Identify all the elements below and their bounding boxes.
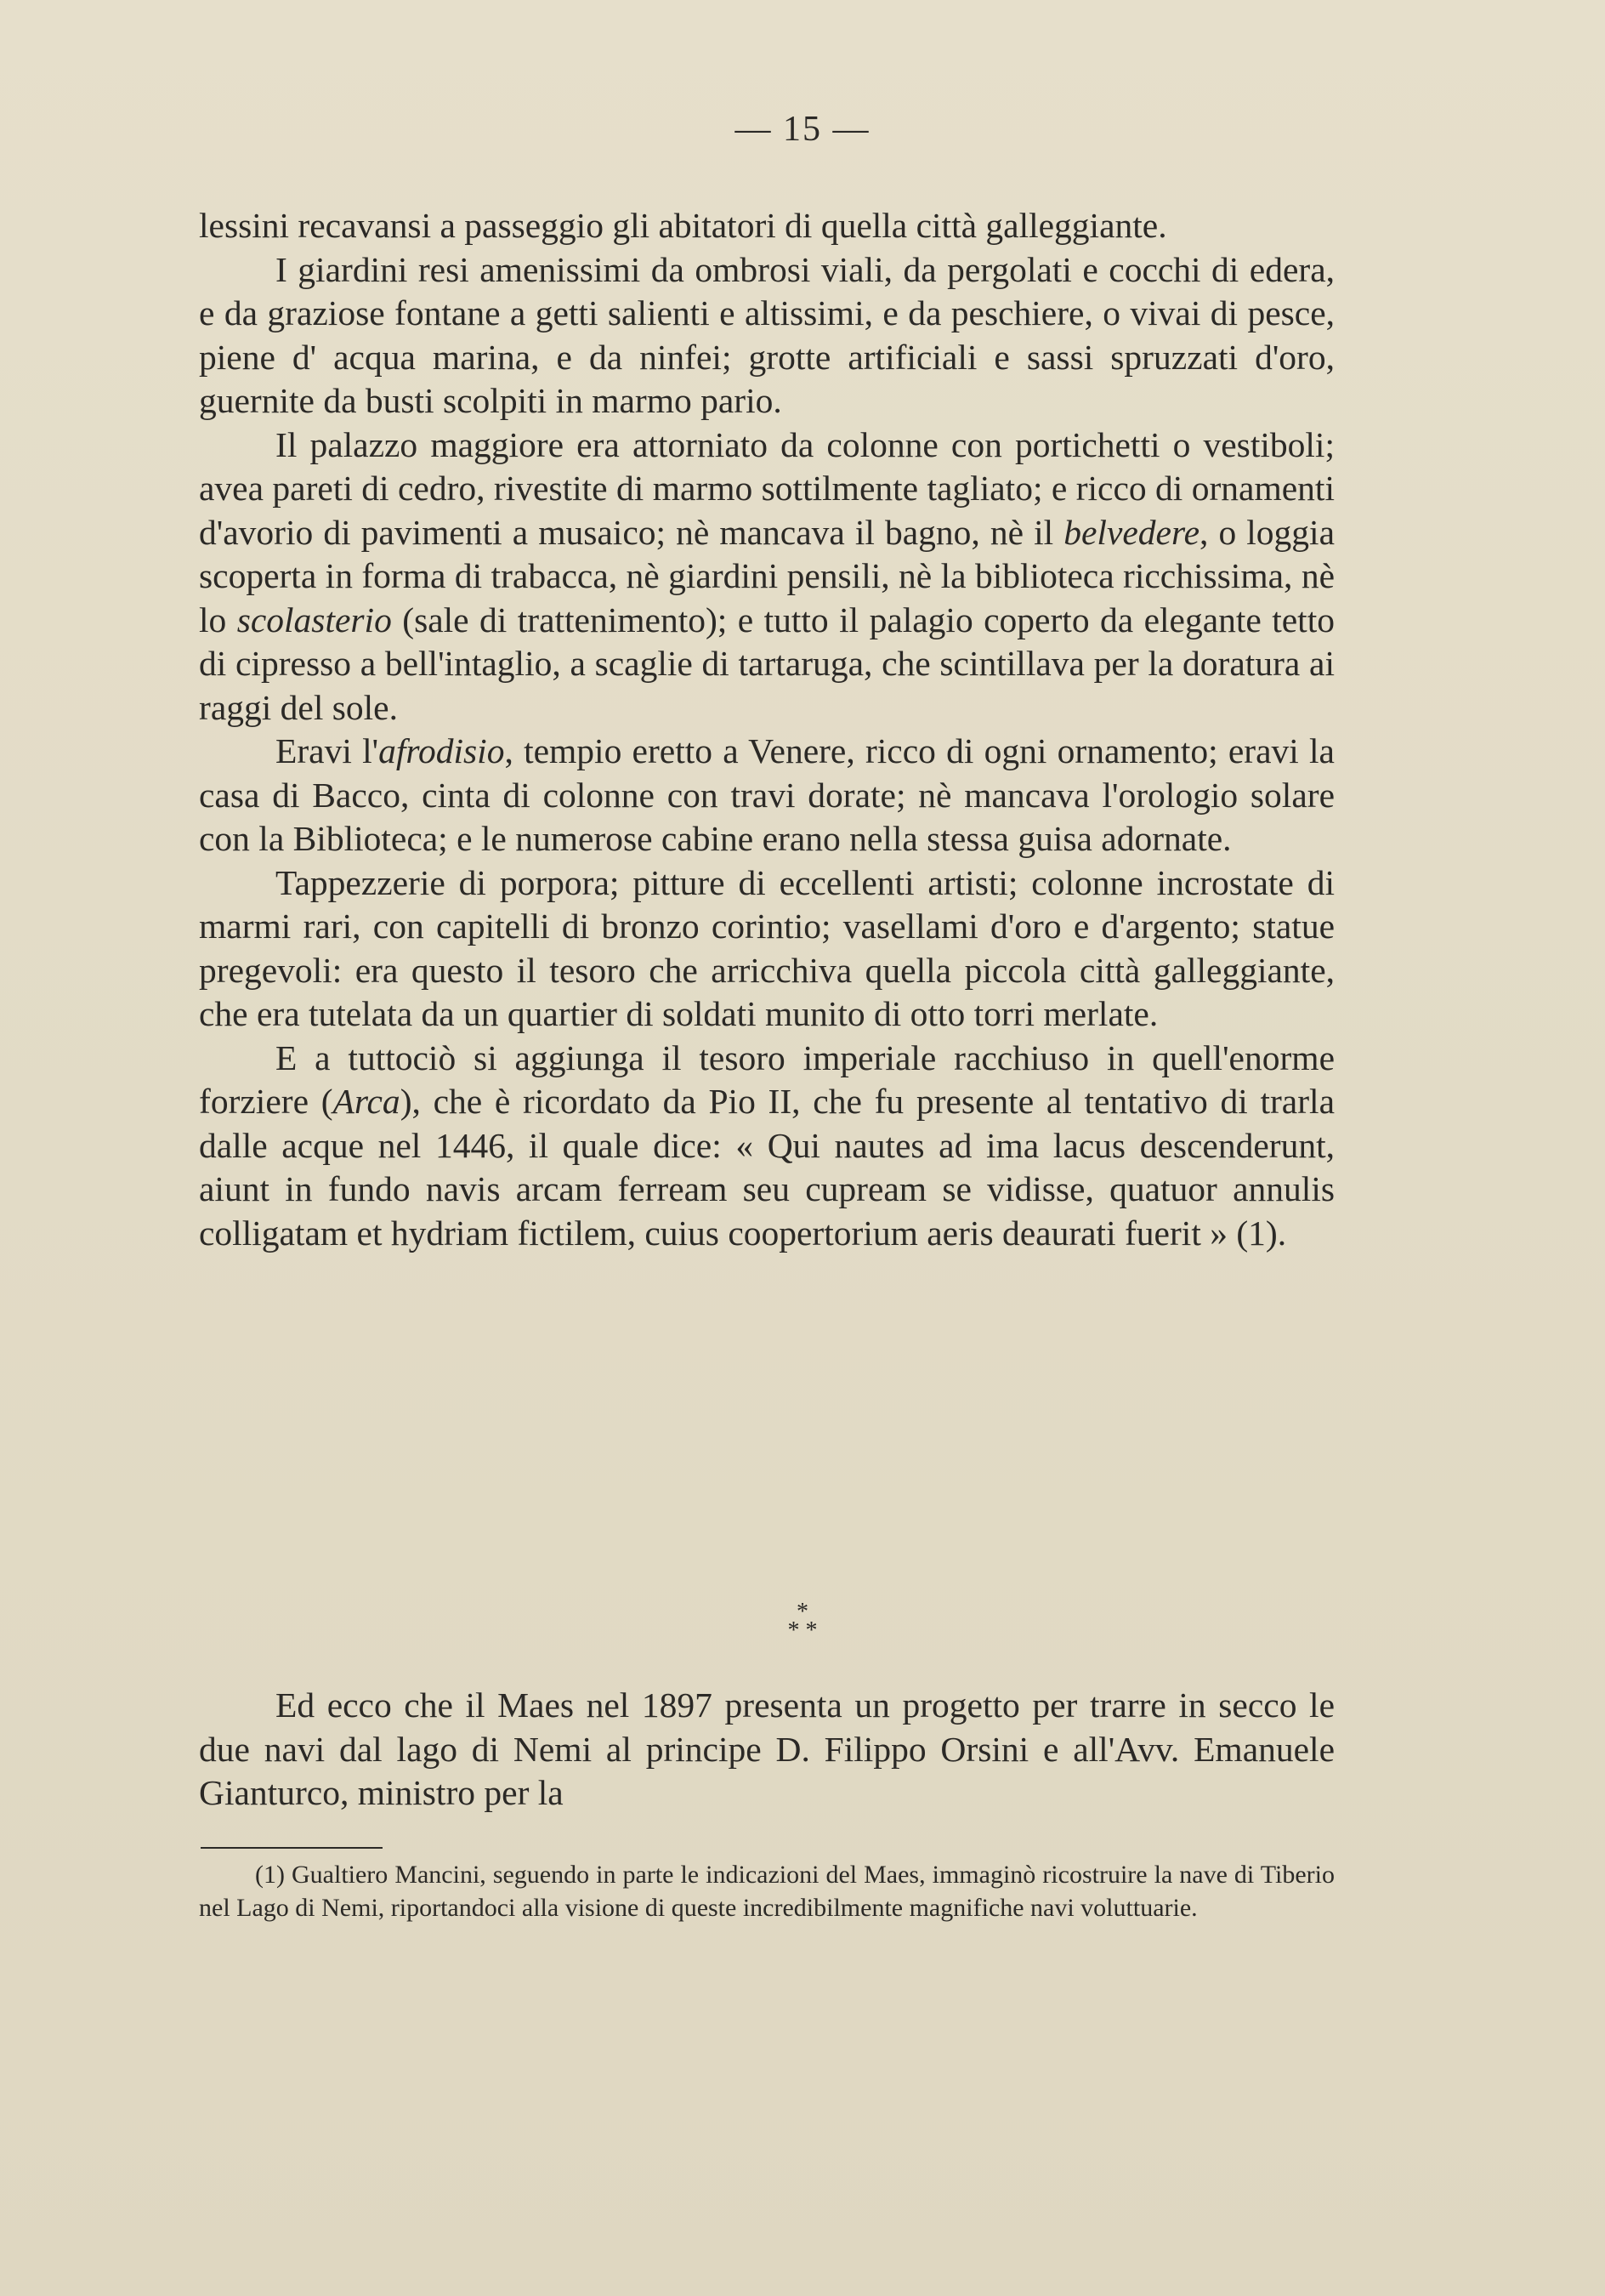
footnote (199, 1858, 1335, 1924)
main-text (199, 204, 1335, 1255)
text-run: ), che è ricordato da Pio II, che fu presente al tentativo di trarla dalle acque nel 1446, il quale dice: « Qui nautes ad ima lacus descenderunt, aiunt in fundo navis arcam ferream seu cupream se vidisse, quatuor annulis colligatam et hydriam fictilem, cuius coopertorium aeris deaurati fuerit » (1). (199, 1082, 1335, 1253)
section-text (199, 1684, 1335, 1816)
asterism-bottom: * * (787, 1617, 818, 1644)
paragraph-tapestries: Tappezzerie di porpora; pitture di eccellenti artisti; colonne incrostate di marmi rari, con capitelli di bronzo corintio; vasellami d'oro e d'argento; statue pregevoli: era questo il tesoro che arricchiva quella piccola città galleggiante, che era tutelata da un quartier di soldati munito di otto torri merlate. (199, 862, 1335, 1033)
text-run: E a tuttociò si aggiunga il tesoro imperiale racchiuso in quell'enorme forziere ( (199, 1037, 1335, 1121)
paragraph-afrodisio (199, 730, 1335, 861)
italic-term: afrodisio (378, 731, 505, 770)
italic-term: scolasterio (236, 600, 392, 639)
paragraph-gardens: I giardini resi amenissimi da ombrosi viali, da pergolati e cocchi di edera, e da graziose fontane a getti salienti e altissimi, e da peschiere, o vivai di pesce, piene d' acqua marina, e da ninfei; grotte artificiali e sassi spruzzati d'oro, guernite da busti scolpiti in marmo pario. (199, 249, 1335, 420)
text-run: (sale di trattenimento); e tutto il palagio coperto da elegante tetto di cipresso a bell'intaglio, a scaglie di tartaruga, che scintillava per la doratura ai raggi del sole. (199, 600, 1335, 727)
paragraph-continuation: lessini recavansi a passeggio gli abitatori di quella città galleggiante. (199, 206, 1167, 245)
paragraph-palace (199, 423, 1335, 730)
page-number: — 15 — (734, 110, 871, 149)
text-run: , o loggia scoperta in forma di trabacca, nè giardini pensili, nè la biblioteca ricchissima, nè lo (199, 512, 1335, 639)
section-asterism (0, 1599, 1605, 1644)
footnote-divider (201, 1847, 383, 1849)
paragraph-treasure (199, 1037, 1335, 1256)
text-run: Eravi l' (275, 731, 379, 770)
footnote-text: (1) Gualtiero Mancini, seguendo in parte le indicazioni del Maes, immaginò ricostruire la nave di Tiberio nel Lago di Nemi, riportandoci alla visione di queste incredibilmente magnifiche navi voluttuarie. (199, 1861, 1335, 1922)
text-run: , tempio eretto a Venere, ricco di ogni ornamento; eravi la casa di Bacco, cinta di colonne con travi dorate; nè mancava l'orologio solare con la Biblioteca; e le numerose cabine erano nella stessa guisa adornate. (199, 731, 1335, 858)
paragraph-maes-project: Ed ecco che il Maes nel 1897 presenta un progetto per trarre in secco le due navi dal lago di Nemi al principe D. Filippo Orsini e all'Avv. Emanuele Gianturco, ministro per la (199, 1685, 1335, 1812)
italic-term: Arca (332, 1082, 400, 1121)
italic-term: belvedere (1063, 512, 1199, 552)
asterism-top: * (797, 1599, 808, 1625)
text-run: Il palazzo maggiore era attorniato da colonne con portichetti o vestiboli; avea pareti di cedro, rivestite di marmo sottilmente tagliato; e ricco di ornamenti d'avorio di pavimenti a musaico; nè mancava il bagno, nè il (199, 424, 1335, 552)
